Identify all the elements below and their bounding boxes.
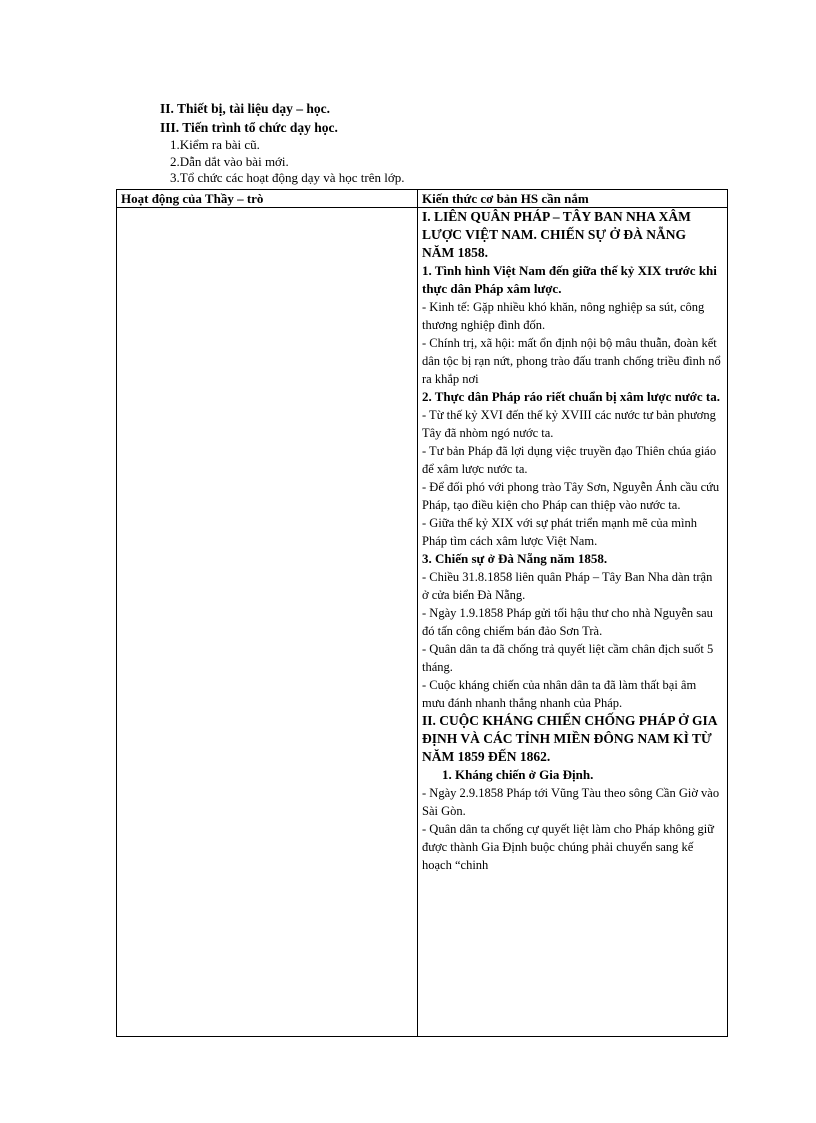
content-item: - Ngày 1.9.1858 Pháp gửi tối hậu thư cho nhà Nguyễn sau đó tấn công chiếm bán đảo Sơn Trà.	[422, 606, 713, 638]
step-introduction: 2.Dẫn dắt vào bài mới.	[170, 153, 289, 169]
table-header-row	[117, 190, 728, 208]
step-activities: 3.Tổ chức các hoạt động dạy và học trên lớp.	[170, 170, 405, 185]
subsection-title: 3. Chiến sự ở Đà Nẵng năm 1858.	[422, 551, 608, 566]
content-item: - Kinh tế: Gặp nhiều khó khăn, nông nghiệp sa sút, công thương nghiệp đình đốn.	[422, 300, 705, 332]
lesson-table	[116, 189, 728, 1037]
content-item: - Tư bản Pháp đã lợi dụng việc truyền đạo Thiên chúa giáo để xâm lược nước ta.	[422, 444, 717, 476]
subsection-title: 2. Thực dân Pháp ráo riết chuẩn bị xâm lược nước ta.	[422, 389, 720, 404]
content-item: - Quân dân ta chống cự quyết liệt làm cho Pháp không giữ được thành Gia Định buộc chúng phải chuyển sang kế hoạch “chinh	[422, 822, 714, 872]
section-title: II. CUỘC KHÁNG CHIẾN CHỐNG PHÁP Ở GIA ĐỊNH VÀ CÁC TỈNH MIỀN ĐÔNG NAM KÌ TỪ NĂM 1859 ĐẾN 1862.	[422, 713, 717, 764]
content-item: - Quân dân ta đã chống trả quyết liệt cầm chân địch suốt 5 tháng.	[422, 642, 714, 674]
section-heading-equipment: II. Thiết bị, tài liệu dạy – học.	[160, 101, 331, 116]
subsection-title: 1. Tình hình Việt Nam đến giữa thế kỷ XIX trước khi thực dân Pháp xâm lược.	[422, 263, 717, 296]
content-item: - Từ thế kỷ XVI đến thế kỷ XVIII các nước tư bản phương Tây đã nhòm ngó nước ta.	[422, 408, 716, 440]
knowledge-cell	[418, 208, 728, 1037]
lesson-intro	[160, 99, 720, 187]
content-item: - Giữa thế kỷ XIX với sự phát triển mạnh mẽ của mình Pháp tìm cách xâm lược Việt Nam.	[422, 516, 697, 548]
content-item: - Cuộc kháng chiến của nhân dân ta đã làm thất bại âm mưu đánh nhanh thắng nhanh của Pháp.	[422, 678, 697, 710]
subsection-title: 1. Kháng chiến ở Gia Định.	[442, 767, 594, 782]
section-heading-process: III. Tiến trình tổ chức dạy học.	[160, 120, 338, 135]
content-item: - Chiều 31.8.1858 liên quân Pháp – Tây Ban Nha dàn trận ở cửa biển Đà Nẵng.	[422, 570, 713, 602]
content-item: - Để đối phó với phong trào Tây Sơn, Nguyễn Ánh cầu cứu Pháp, tạo điều kiện cho Pháp can thiệp vào nước ta.	[422, 480, 720, 512]
step-review: 1.Kiểm ra bài cũ.	[170, 137, 260, 152]
header-teacher-student: Hoạt động của Thầy – trò	[117, 190, 418, 208]
header-basic-knowledge: Kiến thức cơ bản HS cần nắm	[418, 190, 728, 208]
content-item: - Ngày 2.9.1858 Pháp tới Vũng Tàu theo sông Cần Giờ vào Sài Gòn.	[422, 786, 720, 818]
section-title: I. LIÊN QUÂN PHÁP – TÂY BAN NHA XÂM LƯỢC VIỆT NAM. CHIẾN SỰ Ở ĐÀ NẴNG NĂM 1858.	[422, 209, 691, 260]
table-row	[117, 208, 728, 1037]
content-item: - Chính trị, xã hội: mất ổn định nội bộ mâu thuẫn, đoàn kết dân tộc bị rạn nứt, phong trào đấu tranh chống triều đình nổ ra khắp nơi	[422, 336, 721, 386]
activities-cell	[117, 208, 418, 1037]
